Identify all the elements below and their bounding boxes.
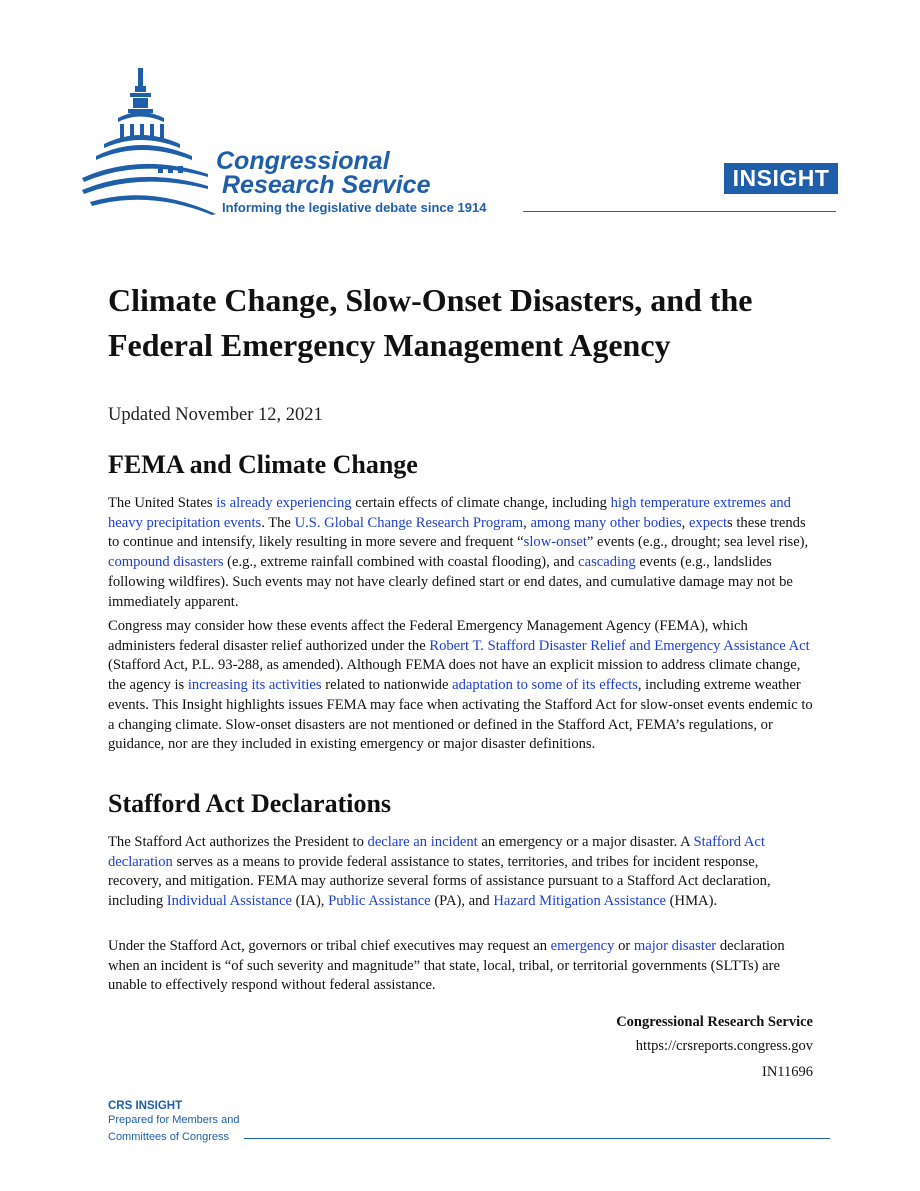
inline-link[interactable]: expect — [688, 514, 728, 531]
paragraph-text: (IA), — [292, 893, 329, 910]
paragraph-text: The United States — [108, 495, 217, 511]
org-name-line2: Research Service — [222, 171, 431, 199]
paragraph-text: related to nationwide — [321, 677, 453, 694]
footer-org-name: Congressional Research Service — [616, 1014, 813, 1030]
org-name-line1: Congressional — [216, 147, 390, 175]
inline-link[interactable]: is already experiencing — [216, 495, 352, 511]
body-paragraph — [108, 617, 814, 755]
paragraph-text: Congress may consider how these events affect the Federal Emergency Management Agency (FEMA), which administers federal disaster relief authorized under the — [108, 618, 748, 654]
inline-link[interactable]: Stafford Act declaration — [108, 834, 765, 870]
paragraph-text: events (e.g., landslides following wildfires). Such events may not have clearly defined start or end dates, and cumulative damage may not be immediately apparent. — [108, 554, 793, 610]
paragraph-text: declaration when an incident is “of such severity and magnitude” that state, local, tribal, or territorial governments (SLTTs) are unable to effectively respond without federal assistance. — [108, 938, 785, 994]
paragraph-text: an emergency or a major disaster. A — [477, 834, 694, 850]
paragraph-text: certain effects of climate change, including — [351, 495, 611, 511]
paragraph-text: , — [681, 514, 689, 531]
capitol-dome-logo — [80, 66, 220, 216]
inline-link[interactable]: slow-onset — [523, 534, 587, 551]
section-heading-fema-climate: FEMA and Climate Change — [108, 450, 418, 479]
paragraph-text: (PA), and — [430, 893, 494, 910]
insight-badge: INSIGHT — [724, 163, 838, 194]
footer-url[interactable]: https://crsreports.congress.gov — [635, 1038, 813, 1054]
paragraph-text: . The — [261, 514, 295, 531]
paragraph-text: ” events (e.g., drought; sea level rise), — [586, 534, 809, 551]
inline-link[interactable]: U.S. Global Change Research Program — [294, 514, 524, 531]
paragraph-text: The Stafford Act authorizes the President to — [108, 834, 368, 850]
inline-link[interactable]: major disaster — [633, 938, 717, 954]
inline-link[interactable]: among many other bodies — [530, 514, 682, 531]
inline-link[interactable]: high temperature extremes and heavy precipitation events — [108, 495, 791, 531]
inline-link[interactable]: increasing its activities — [187, 677, 322, 694]
paragraph-text: Under the Stafford Act, governors or tribal chief executives may request an — [108, 938, 551, 954]
header-divider — [523, 211, 836, 212]
inline-link[interactable]: declare an incident — [367, 834, 478, 850]
report-id: IN11696 — [761, 1064, 813, 1080]
body-paragraph — [108, 494, 814, 612]
section-heading-stafford-act: Stafford Act Declarations — [108, 789, 392, 818]
updated-date: Updated November 12, 2021 — [108, 405, 323, 425]
body-paragraph — [108, 937, 814, 996]
committees-label: Committees of Congress — [108, 1131, 230, 1143]
inline-link[interactable]: adaptation to some of its effects — [452, 677, 638, 694]
paragraph-text: serves as a means to provide federal assistance to states, territories, and tribes for incident response, recovery, and mitigation. FEMA may authorize several forms of assistance pursuant to a Stafford Act declaration, including — [108, 853, 771, 910]
paragraph-text: s these trends to continue and intensify, likely resulting in more severe and frequent “ — [108, 514, 806, 551]
body-paragraph — [108, 833, 814, 912]
paragraph-text: (Stafford Act, P.L. 93-288, as amended). Although FEMA does not have an explicit mission to address climate change, the agency is — [108, 657, 801, 694]
inline-link[interactable]: compound disasters — [108, 554, 224, 571]
paragraph-text: , including extreme weather events. This Insight highlights issues FEMA may face when activating the Stafford Act for slow-onset events endemic to a changing climate. Slow-onset disasters are not mentioned or defined in the Stafford Act, FEMA’s regulations, or guidance, nor are they included in existing emergency or major disaster definitions. — [108, 677, 813, 753]
inline-link[interactable]: Hazard Mitigation Assistance — [493, 893, 667, 910]
inline-link[interactable]: Individual Assistance — [166, 893, 293, 910]
inline-link[interactable]: Robert T. Stafford Disaster Relief and Emergency Assistance Act — [429, 637, 810, 654]
prepared-for-label: Prepared for Members and — [108, 1114, 240, 1126]
paragraph-text: or — [614, 938, 634, 954]
crs-insight-label: CRS INSIGHT — [108, 1100, 183, 1112]
paragraph-text: (HMA). — [666, 893, 718, 910]
document-title: Climate Change, Slow-Onset Disasters, and the Federal Emergency Management Agency — [108, 282, 753, 363]
paragraph-text: (e.g., extreme rainfall combined with coastal flooding), and — [223, 554, 579, 571]
paragraph-text: , — [523, 514, 531, 531]
footer-divider — [244, 1138, 830, 1139]
inline-link[interactable]: Public Assistance — [328, 893, 431, 910]
inline-link[interactable]: emergency — [550, 938, 615, 954]
org-tagline: Informing the legislative debate since 1914 — [222, 200, 487, 215]
inline-link[interactable]: cascading — [578, 554, 636, 571]
